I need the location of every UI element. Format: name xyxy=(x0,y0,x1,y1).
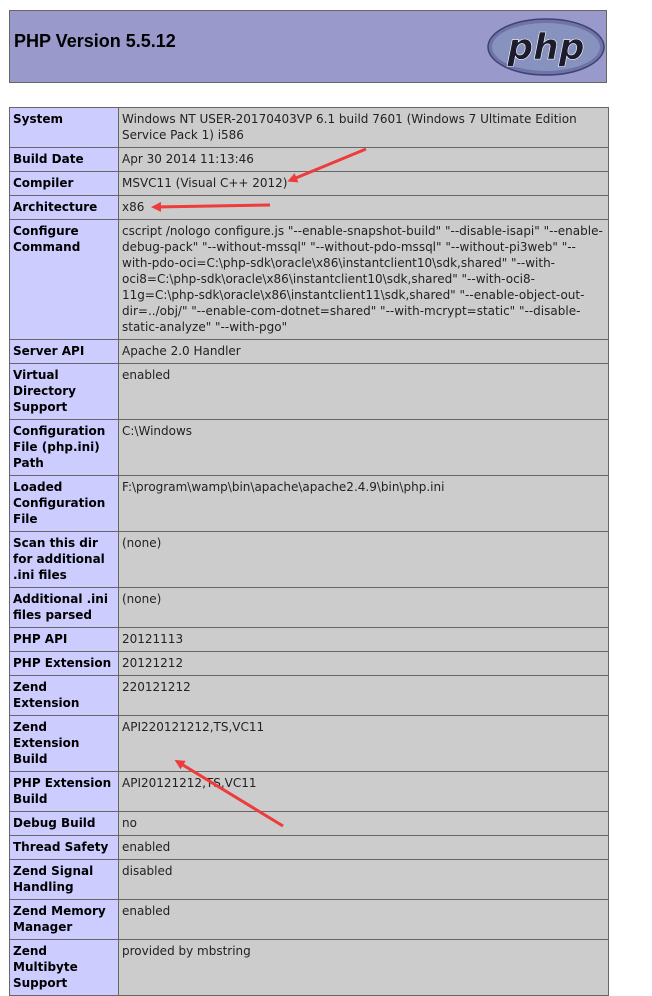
table-row xyxy=(10,476,609,532)
page-title: PHP Version 5.5.12 xyxy=(14,31,176,51)
row-label: Architecture xyxy=(10,196,119,220)
table-row xyxy=(10,940,609,996)
row-label: Build Date xyxy=(10,148,119,172)
row-label: Zend Signal Handling xyxy=(10,860,119,900)
table-row xyxy=(10,588,609,628)
row-label: Server API xyxy=(10,340,119,364)
row-value: MSVC11 (Visual C++ 2012) xyxy=(119,172,609,196)
row-value: Windows NT USER-20170403VP 6.1 build 7601 (Windows 7 Ultimate Edition Service Pack 1) i586 xyxy=(119,108,609,148)
table-row xyxy=(10,420,609,476)
row-label: Loaded Configuration File xyxy=(10,476,119,532)
table-row xyxy=(10,340,609,364)
table-row xyxy=(10,532,609,588)
row-value: enabled xyxy=(119,364,609,420)
row-label: Compiler xyxy=(10,172,119,196)
row-label: Zend Multibyte Support xyxy=(10,940,119,996)
row-value: (none) xyxy=(119,532,609,588)
row-label: Debug Build xyxy=(10,812,119,836)
table-row xyxy=(10,364,609,420)
table-row xyxy=(10,172,609,196)
row-value: API20121212,TS,VC11 xyxy=(119,772,609,812)
row-value: Apr 30 2014 11:13:46 xyxy=(119,148,609,172)
row-label: Zend Extension xyxy=(10,676,119,716)
table-row xyxy=(10,836,609,860)
table-row xyxy=(10,772,609,812)
row-value: enabled xyxy=(119,900,609,940)
table-row xyxy=(10,108,609,148)
row-label: Zend Memory Manager xyxy=(10,900,119,940)
php-info-table xyxy=(9,107,609,996)
row-value: 20121212 xyxy=(119,652,609,676)
row-value: Apache 2.0 Handler xyxy=(119,340,609,364)
row-value: C:\Windows xyxy=(119,420,609,476)
row-value: enabled xyxy=(119,836,609,860)
row-value: cscript /nologo configure.js "--enable-snapshot-build" "--disable-isapi" "--enable-debug-pack" "--without-mssql" "--without-pdo-mssql" "--without-pi3web" "--with-pdo-oci=C:\php-sdk\oracle\x86\instantclient10\sdk,shared" "--with-oci8=C:\php-sdk\oracle\x86\instantclient10\sdk,shared" "--with-oci8-11g=C:\php-sdk\oracle\x86\instantclient11\sdk,shared" "--enable-object-out-dir=../obj/" "--enable-com-dotnet=shared" "--with-mcrypt=static" "--disable-static-analyze" "--with-pgo" xyxy=(119,220,609,340)
row-label: Configuration File (php.ini) Path xyxy=(10,420,119,476)
table-row xyxy=(10,196,609,220)
table-row xyxy=(10,148,609,172)
php-info-header xyxy=(9,10,607,83)
row-label: Virtual Directory Support xyxy=(10,364,119,420)
row-label: Additional .ini files parsed xyxy=(10,588,119,628)
row-value: x86 xyxy=(119,196,609,220)
table-row xyxy=(10,628,609,652)
php-logo xyxy=(486,17,606,77)
svg-text:php: php xyxy=(507,27,585,68)
table-row xyxy=(10,716,609,772)
table-row xyxy=(10,652,609,676)
row-label: Zend Extension Build xyxy=(10,716,119,772)
row-value: 220121212 xyxy=(119,676,609,716)
row-value: provided by mbstring xyxy=(119,940,609,996)
row-label: Configure Command xyxy=(10,220,119,340)
row-value: disabled xyxy=(119,860,609,900)
row-value: API220121212,TS,VC11 xyxy=(119,716,609,772)
row-label: PHP Extension Build xyxy=(10,772,119,812)
row-label: Scan this dir for additional .ini files xyxy=(10,532,119,588)
row-label: PHP API xyxy=(10,628,119,652)
row-value: 20121113 xyxy=(119,628,609,652)
row-value: no xyxy=(119,812,609,836)
row-value: (none) xyxy=(119,588,609,628)
table-row xyxy=(10,676,609,716)
row-label: System xyxy=(10,108,119,148)
table-row xyxy=(10,900,609,940)
row-label: Thread Safety xyxy=(10,836,119,860)
row-label: PHP Extension xyxy=(10,652,119,676)
table-row xyxy=(10,812,609,836)
table-row xyxy=(10,220,609,340)
row-value: F:\program\wamp\bin\apache\apache2.4.9\bin\php.ini xyxy=(119,476,609,532)
